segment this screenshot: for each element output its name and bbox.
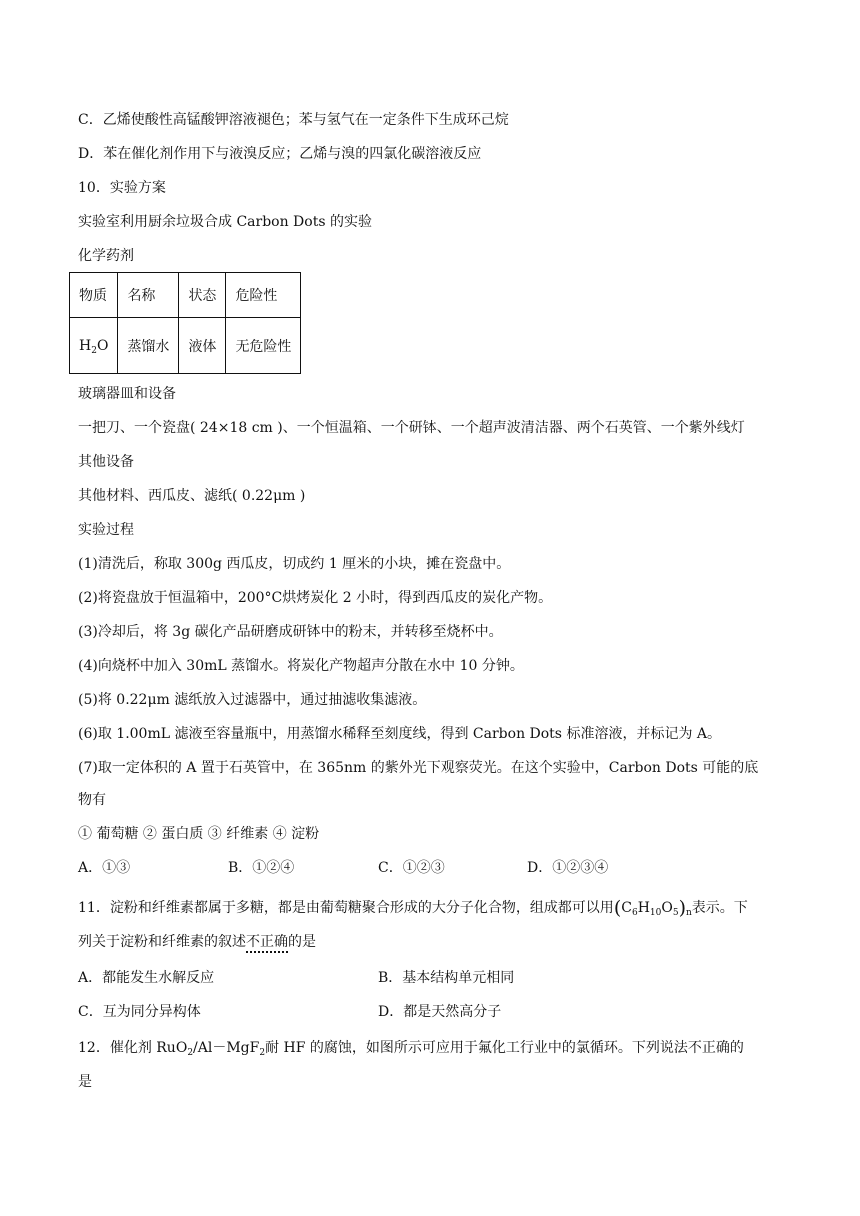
- q12-sub-2: 2: [259, 1048, 266, 1058]
- process-label: 实验过程: [78, 522, 134, 538]
- q11-stem-b: 表示。下: [691, 900, 748, 916]
- q9-option-c: C．乙烯使酸性高锰酸钾溶液褪色；苯与氢气在一定条件下生成环己烷: [78, 112, 509, 128]
- step-4: (4)向烧杯中加入 30mL 蒸馏水。将炭化产物超声分散在水中 10 分钟。: [78, 658, 524, 674]
- other-materials: 其他材料、西瓜皮、滤纸( 0.22μm ): [78, 488, 306, 504]
- q12-stem-c: 耐 HF 的腐蚀，如图所示可应用于氟化工行业中的氯循环。下列说法不正确的: [265, 1040, 744, 1056]
- table-row: [70, 318, 301, 374]
- formula-open-paren: (: [613, 897, 622, 919]
- formula-close-paren: ): [678, 897, 686, 919]
- q10-title: 实验室利用厨余垃圾合成 Carbon Dots 的实验: [78, 214, 372, 230]
- q11-option-a: A．都能发生水解反应: [78, 970, 215, 986]
- table-header-cell: 危险性: [226, 273, 301, 318]
- q11-stem-a: 11．淀粉和纤维素都属于多糖，都是由葡萄糖聚合形成的大分子化合物，组成都可以用: [78, 900, 614, 916]
- q11-option-d: D．都是天然高分子: [378, 1004, 502, 1020]
- q12-stem-b: /Al－MgF: [193, 1040, 260, 1056]
- step-2: (2)将瓷盘放于恒温箱中，200°C烘烤炭化 2 小时，得到西瓜皮的炭化产物。: [78, 590, 553, 606]
- formula-o: O: [661, 900, 673, 916]
- formula-o: O: [96, 337, 109, 354]
- step-7-continued: 物有: [78, 792, 106, 808]
- q10-option-c: C．①②③: [378, 860, 445, 876]
- q11-stem-line-1: [78, 898, 748, 918]
- formula-o-sub: 5: [672, 908, 679, 918]
- q12-stem-line-1: [78, 1038, 744, 1058]
- table-header-row: [70, 273, 301, 318]
- q10-option-a: A．①③: [78, 860, 131, 876]
- formula-sub: 2: [91, 345, 97, 356]
- formula-c-sub: 6: [631, 908, 638, 918]
- step-1: (1)清洗后，称取 300g 西瓜皮，切成约 1 厘米的小块，摊在瓷盘中。: [78, 556, 511, 572]
- step-3: (3)冷却后，将 3g 碳化产品研磨成研钵中的粉末，并转移至烧杯中。: [78, 624, 503, 640]
- formula-h-sub: 10: [649, 908, 662, 918]
- table-header-cell: 物质: [70, 273, 118, 318]
- table-header-cell: 名称: [118, 273, 179, 318]
- table-header-cell: 状态: [179, 273, 226, 318]
- q10-option-d: D．①②③④: [527, 860, 609, 876]
- formula-n-sub: n: [686, 908, 692, 918]
- emphasis-not-correct: 不正确: [246, 934, 288, 953]
- step-6: (6)取 1.00mL 滤液至容量瓶中，用蒸馏水稀释至刻度线，得到 Carbon Dots 标准溶液，并标记为 A。: [78, 726, 722, 742]
- other-equipment-label: 其他设备: [78, 454, 134, 470]
- q10-option-b: B．①②④: [228, 860, 295, 876]
- q11-stem-d: 的是: [288, 934, 316, 950]
- glassware-label: 玻璃器皿和设备: [78, 386, 176, 402]
- table-cell-state: 液体: [179, 318, 226, 374]
- table-cell-hazard: 无危险性: [226, 318, 301, 374]
- reagents-table: [69, 272, 301, 374]
- q11-option-c: C．互为同分异构体: [78, 1004, 201, 1020]
- formula-cell: [70, 318, 118, 374]
- formula-c: C: [621, 900, 632, 916]
- step-7: (7)取一定体积的 A 置于石英管中，在 365nm 的紫外光下观察荧光。在这个实验中，Carbon Dots 可能的底: [78, 760, 759, 776]
- reagents-label: 化学药剂: [78, 248, 134, 264]
- substance-items: ① 葡萄糖 ② 蛋白质 ③ 纤维素 ④ 淀粉: [78, 826, 320, 842]
- q10-heading: 10．实验方案: [78, 180, 166, 196]
- q9-option-d: D．苯在催化剂作用下与液溴反应；乙烯与溴的四氯化碳溶液反应: [78, 146, 482, 162]
- glassware-list: 一把刀、一个瓷盘( 24×18 cm )、一个恒温箱、一个研钵、一个超声波清洁器、两个石英管、一个紫外线灯: [78, 420, 745, 436]
- table-cell-name: 蒸馏水: [118, 318, 179, 374]
- q11-option-b: B．基本结构单元相同: [378, 970, 515, 986]
- q12-stem-a: 12．催化剂 RuO: [78, 1040, 188, 1056]
- q11-stem-c: 列关于淀粉和纤维素的叙述: [78, 934, 246, 950]
- step-5: (5)将 0.22μm 滤纸放入过滤器中，通过抽滤收集滤液。: [78, 692, 427, 708]
- q11-stem-line-2: [78, 932, 316, 952]
- formula-h: H: [637, 900, 650, 916]
- q12-stem-line-2: 是: [78, 1074, 92, 1090]
- formula-h: H: [79, 337, 92, 354]
- q12-sub-1: 2: [187, 1048, 194, 1058]
